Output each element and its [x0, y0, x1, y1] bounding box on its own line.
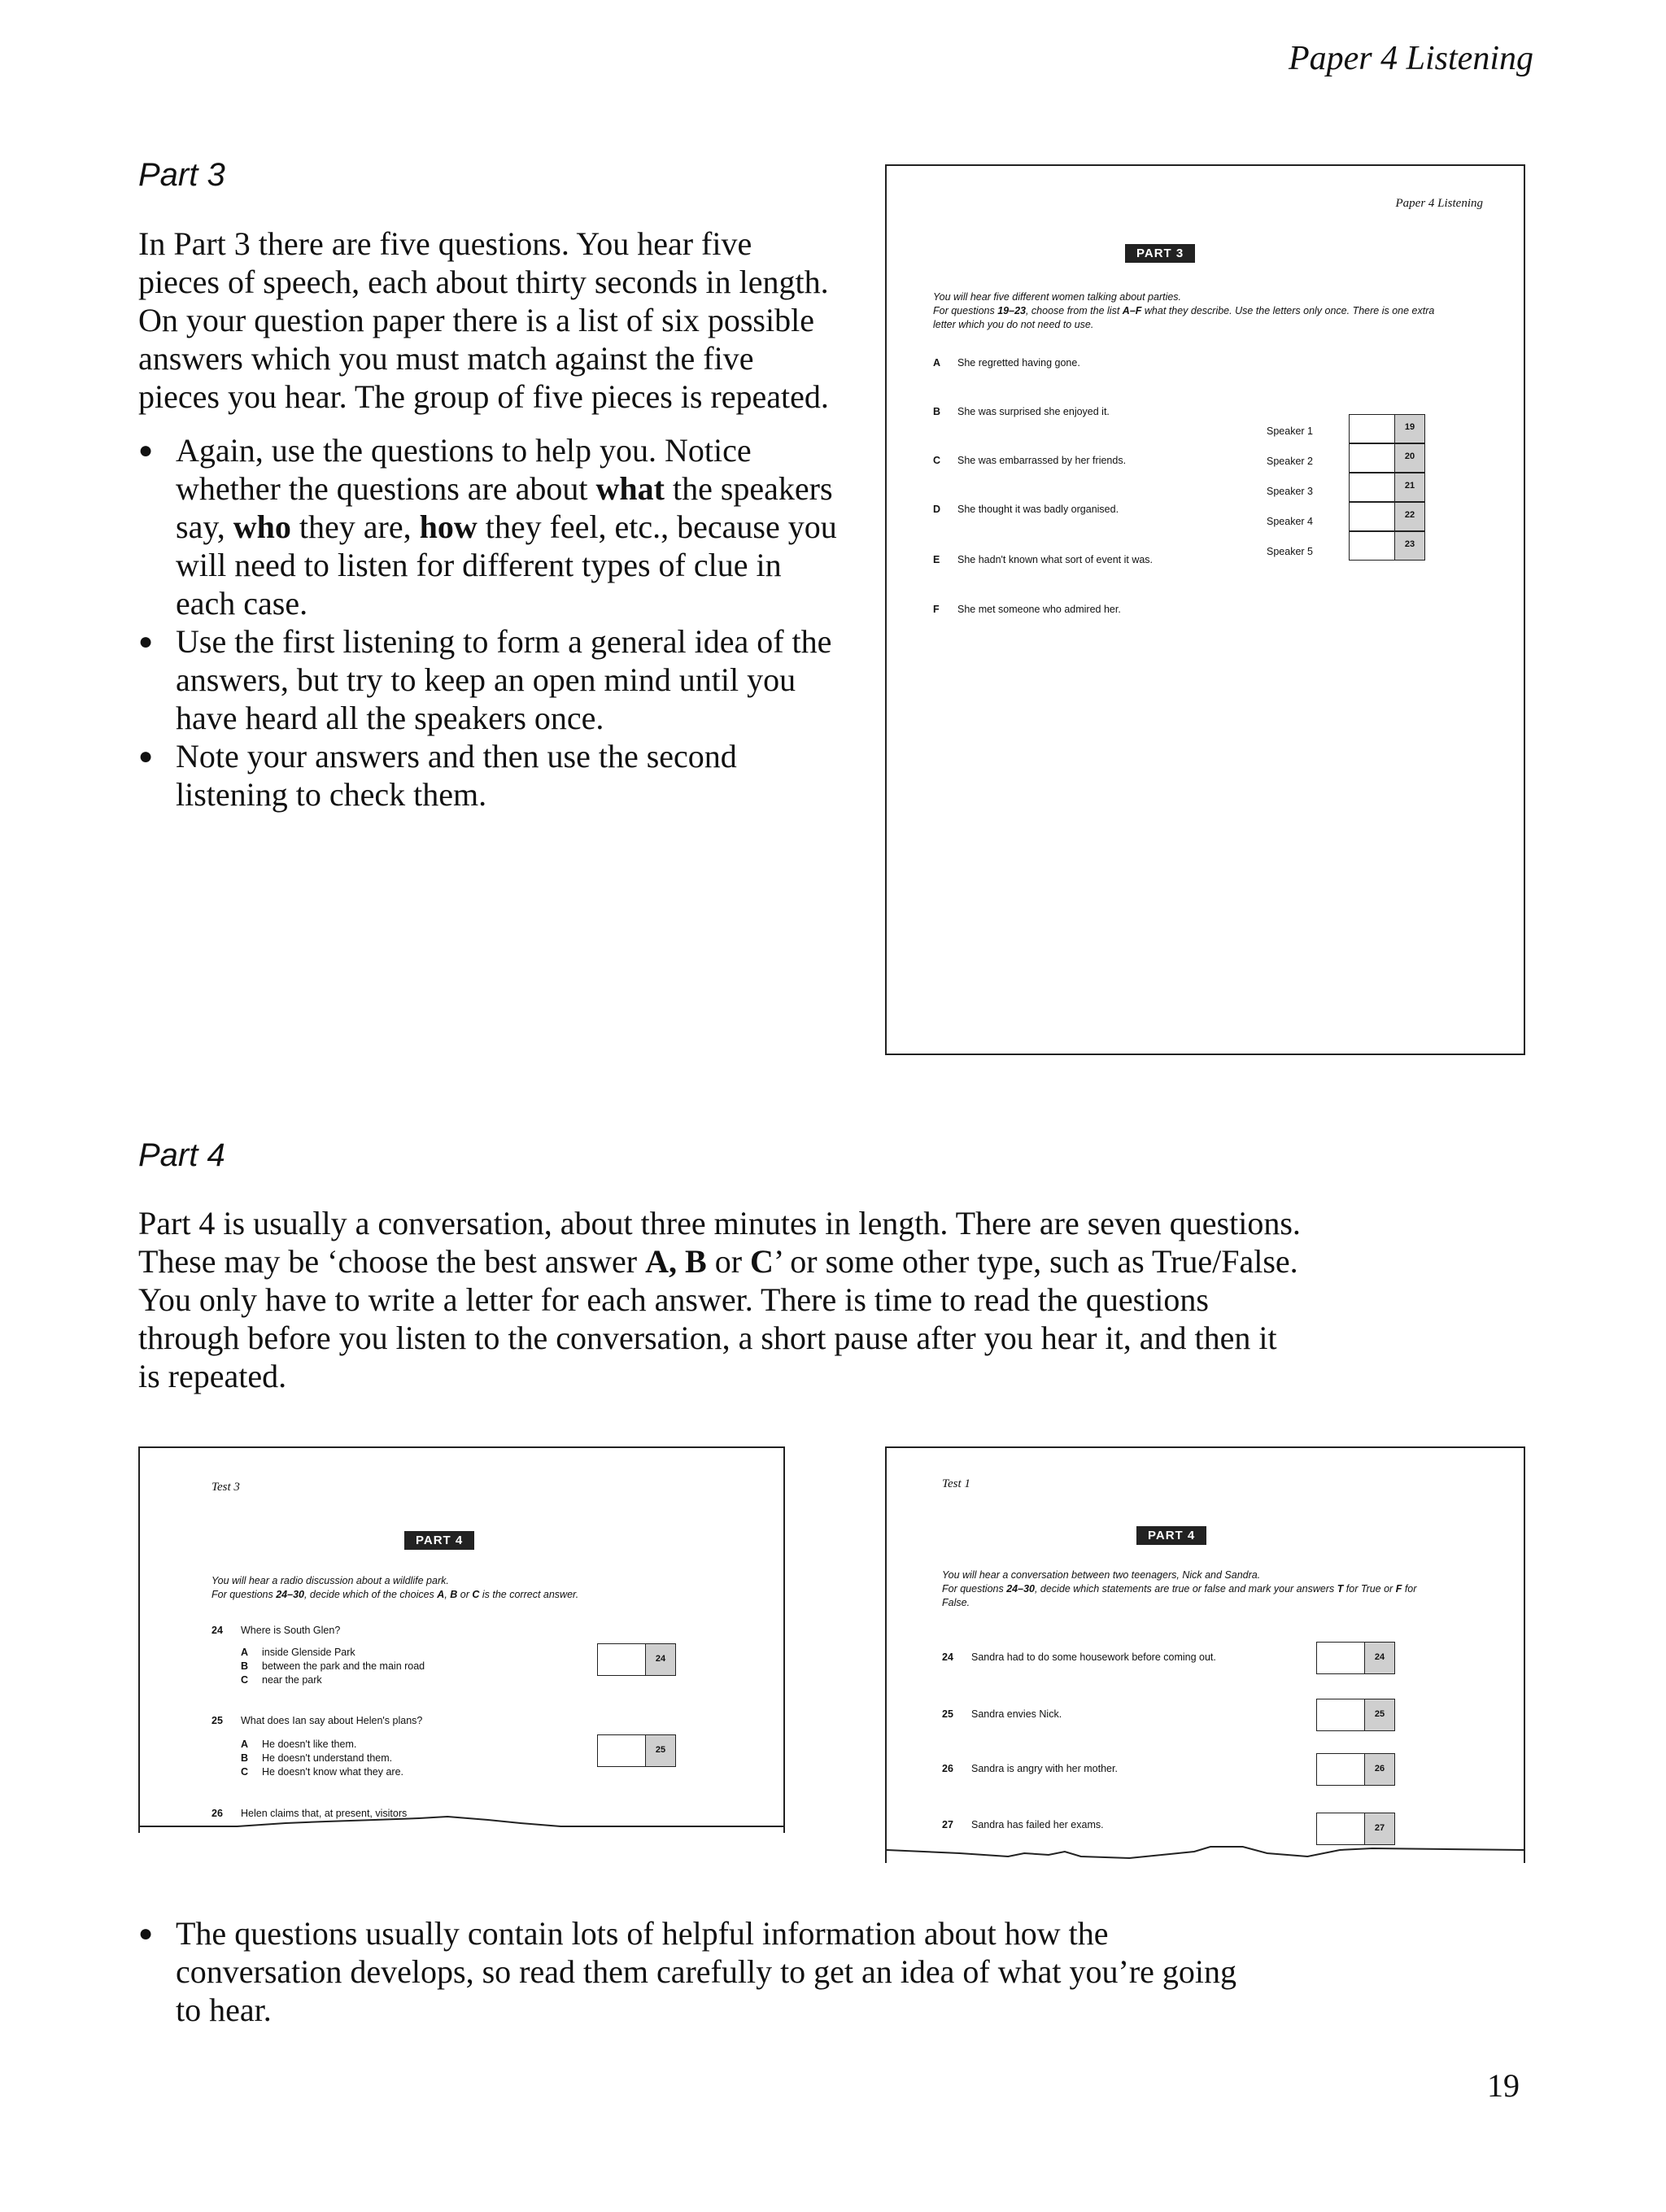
speaker-label: Speaker 3: [1267, 486, 1313, 497]
speaker-label: Speaker 1: [1267, 425, 1313, 437]
torn-edge: [140, 1808, 783, 1833]
answer-box-25: [1316, 1699, 1395, 1731]
bullet-text: Again, use the questions to help you. Notice whether the questions are about: [176, 432, 752, 507]
instruction-line: You will hear a radio discussion about a wildlife park.: [212, 1575, 449, 1586]
tip-bullets: [138, 1914, 1245, 2029]
inst-bold: B: [450, 1589, 458, 1600]
answer-number: 27: [1364, 1813, 1394, 1844]
option-letter: E: [933, 554, 940, 565]
part3-bullet-3: ● Note your answers and then use the second listening to check them.: [138, 737, 838, 814]
option-line: [241, 1738, 403, 1752]
bullet-bold-how: how: [419, 508, 478, 545]
inst-text: , decide which of the choices: [303, 1589, 438, 1600]
option-text: She met someone who admired her.: [957, 604, 1121, 615]
statement-27: [942, 1819, 1104, 1830]
question-24-options: [241, 1646, 425, 1687]
option-text: She was embarrassed by her friends.: [957, 455, 1127, 466]
option-b: [933, 406, 1110, 417]
answer-number: 19: [1394, 415, 1424, 443]
part3-intro: In Part 3 there are five questions. You hear five pieces of speech, each about thirty seconds in length. On your question paper there is a list of six possible answers which you must match against the five pieces you hear. The group of five pieces is repeated.: [138, 225, 829, 415]
option-letter: C: [241, 1674, 249, 1686]
option-text: He doesn't understand them.: [262, 1752, 393, 1764]
part3-bullet-1: [138, 431, 838, 622]
answer-number: 24: [1364, 1643, 1394, 1673]
sample-runhead: Paper 4 Listening: [1395, 197, 1483, 210]
question-text: Helen claims that, at present, visitors: [241, 1808, 408, 1819]
intro-bold: C: [750, 1243, 774, 1280]
inst-text: for True or: [1343, 1583, 1396, 1595]
option-line: [241, 1673, 425, 1687]
inst-text: ,: [444, 1589, 451, 1600]
question-24: [212, 1625, 340, 1636]
answer-box-25: [597, 1734, 676, 1767]
answer-number: 25: [645, 1735, 675, 1766]
instruction-line: You will hear a conversation between two teenagers, Nick and Sandra.: [942, 1569, 1261, 1581]
statement-25: [942, 1708, 1062, 1720]
question-number: 24: [942, 1651, 953, 1663]
bullet-bold-who: who: [233, 508, 291, 545]
speaker-label: Speaker 2: [1267, 456, 1313, 467]
option-letter: B: [933, 406, 941, 417]
answer-box-20: [1349, 443, 1425, 473]
answer-number: 26: [1364, 1754, 1394, 1785]
question-text: Sandra envies Nick.: [971, 1708, 1062, 1720]
question-25-options: [241, 1738, 403, 1779]
torn-edge: [887, 1843, 1524, 1863]
answer-number: 20: [1394, 444, 1424, 472]
inst-bold: A–F: [1122, 305, 1142, 316]
part4-tip: [138, 1914, 1245, 2029]
part3-bullets: [138, 431, 838, 814]
part3-heading: Part 3: [138, 157, 225, 193]
speaker-label: Speaker 5: [1267, 546, 1313, 557]
inst-bold: T: [1337, 1583, 1344, 1595]
intro-text: ’ or some other type, such as True/False. You only have to write a letter for each answer. There is time to read the questions through before you listen to the conversation, a short pause after you hear it, and then it is repeated.: [138, 1243, 1298, 1394]
answer-box-24: [597, 1643, 676, 1676]
intro-text: or: [706, 1243, 751, 1280]
inst-bold: F: [1395, 1583, 1402, 1595]
question-number: 25: [942, 1708, 953, 1720]
page-number: 19: [1487, 2067, 1520, 2104]
option-letter: B: [241, 1660, 249, 1672]
bullet-text: they are,: [290, 508, 420, 545]
part4-heading: Part 4: [138, 1137, 225, 1173]
option-letter: C: [241, 1766, 249, 1778]
intro-bold: A, B: [645, 1243, 707, 1280]
statement-26: [942, 1763, 1118, 1774]
option-text: He doesn't know what they are.: [262, 1766, 404, 1778]
instruction-line: You will hear five different women talking about parties.: [933, 291, 1182, 303]
option-text: She hadn't known what sort of event it was.: [957, 554, 1154, 565]
question-text: Where is South Glen?: [241, 1625, 341, 1636]
inst-text: For questions: [933, 305, 998, 316]
inst-text: is the correct answer.: [479, 1589, 579, 1600]
tip-bullet: ● The questions usually contain lots of helpful information about how the conversation develops, so read them carefully to get an idea of what you’re going to hear.: [138, 1914, 1245, 2029]
part3-instructions: [933, 290, 1454, 332]
option-text: between the park and the main road: [262, 1660, 425, 1672]
option-letter: A: [933, 357, 941, 369]
speaker-label: Speaker 4: [1267, 516, 1313, 527]
option-text: He doesn't like them.: [262, 1739, 357, 1750]
answer-box-26: [1316, 1753, 1395, 1786]
part4-left-instructions: [212, 1574, 740, 1602]
bullet-bold-what: what: [595, 470, 665, 507]
option-text: She regretted having gone.: [957, 357, 1080, 369]
bullet-text: the speakers say,: [176, 470, 833, 545]
answer-box-27: [1316, 1813, 1395, 1845]
answer-number: 25: [1364, 1699, 1394, 1730]
answer-box-24: [1316, 1642, 1395, 1674]
inst-bold: 24–30: [276, 1589, 304, 1600]
option-f: [933, 604, 1121, 615]
inst-text: , decide which statements are true or false and mark your answers: [1034, 1583, 1337, 1595]
question-number: 24: [212, 1625, 223, 1636]
option-letter: D: [933, 504, 941, 515]
question-text: Sandra has failed her exams.: [971, 1819, 1104, 1830]
option-d: [933, 504, 1119, 515]
answer-number: 22: [1394, 503, 1424, 530]
option-letter: F: [933, 604, 940, 615]
statement-24: [942, 1651, 1216, 1663]
option-a: [933, 357, 1080, 369]
running-header: Paper 4 Listening: [1289, 40, 1533, 77]
part3-label: PART 3: [1125, 244, 1195, 263]
question-25: [212, 1715, 422, 1726]
part4-right-instructions: [942, 1568, 1430, 1610]
inst-text: , choose from the list: [1025, 305, 1123, 316]
instruction-line: [212, 1588, 740, 1602]
inst-bold: 24–30: [1006, 1583, 1035, 1595]
sample-runhead: Test 1: [942, 1477, 970, 1490]
option-line: [241, 1752, 403, 1765]
question-text: What does Ian say about Helen's plans?: [241, 1715, 423, 1726]
inst-text: For questions: [212, 1589, 277, 1600]
instruction-line: [942, 1582, 1430, 1610]
bullet-text: they feel, etc., because you will need to listen for different types of clue in each case.: [176, 508, 837, 622]
option-letter: B: [241, 1752, 249, 1764]
part3-text: [138, 225, 838, 814]
part4-intro: [138, 1204, 1302, 1395]
part3-bullet-2: ● Use the first listening to form a general idea of the answers, but try to keep an open mind until you have heard all the speakers once.: [138, 622, 838, 737]
question-text: Sandra is angry with her mother.: [971, 1763, 1118, 1774]
answer-box-22: [1349, 502, 1425, 531]
inst-text: For questions: [942, 1583, 1007, 1595]
option-c: [933, 455, 1126, 466]
question-number: 25: [212, 1715, 223, 1726]
part4-sample-left: [138, 1446, 785, 1833]
option-text: She thought it was badly organised.: [957, 504, 1119, 515]
part4-sample-right: [885, 1446, 1525, 1863]
question-number: 27: [942, 1819, 953, 1830]
inst-bold: C: [472, 1589, 480, 1600]
part4-label: PART 4: [404, 1531, 474, 1550]
option-letter: A: [241, 1739, 249, 1750]
option-text: near the park: [262, 1674, 322, 1686]
inst-bold: A: [437, 1589, 445, 1600]
sample-runhead: Test 3: [212, 1481, 240, 1494]
part3-sample-paper: [885, 164, 1525, 1055]
question-number: 26: [942, 1763, 953, 1774]
inst-text: for False.: [942, 1583, 1417, 1608]
question-number: 26: [212, 1808, 223, 1819]
intro-text: Part 4 is usually a conversation, about three minutes in length. There are seven questions. These may be ‘choose the best answer: [138, 1205, 1301, 1280]
option-line: [241, 1660, 425, 1673]
answer-number: 24: [645, 1644, 675, 1675]
option-line: [241, 1765, 403, 1779]
option-letter: C: [933, 455, 941, 466]
option-line: [241, 1646, 425, 1660]
answer-number: 23: [1394, 532, 1424, 560]
answer-box-19: [1349, 414, 1425, 443]
answer-number: 21: [1394, 473, 1424, 501]
inst-bold: 19–23: [997, 305, 1026, 316]
instruction-line: [933, 304, 1454, 332]
inst-text: or: [457, 1589, 473, 1600]
option-e: [933, 554, 1153, 565]
answer-box-21: [1349, 473, 1425, 502]
question-text: Sandra had to do some housework before coming out.: [971, 1651, 1216, 1663]
answer-box-23: [1349, 531, 1425, 561]
inst-text: what they describe. Use the letters only once. There is one extra letter which you do not need to use.: [933, 305, 1435, 330]
part4-label: PART 4: [1136, 1526, 1206, 1545]
option-text: inside Glenside Park: [262, 1647, 355, 1658]
option-letter: A: [241, 1647, 249, 1658]
option-text: She was surprised she enjoyed it.: [957, 406, 1110, 417]
